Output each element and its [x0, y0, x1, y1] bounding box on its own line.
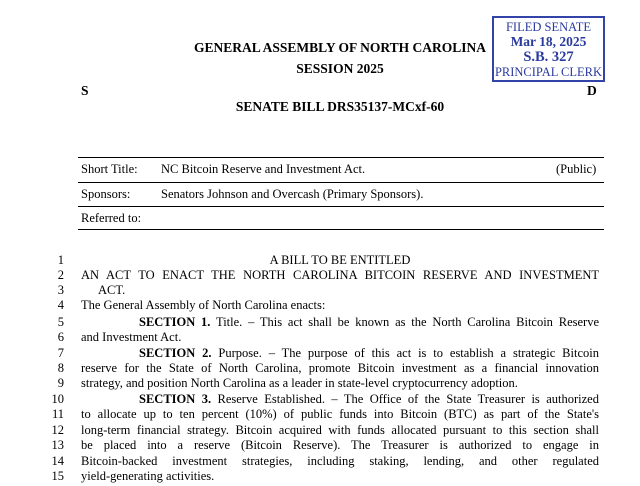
section-heading: SECTION 3.: [139, 392, 212, 406]
section-heading: SECTION 2.: [139, 346, 212, 360]
chamber-letter-left: S: [81, 83, 89, 98]
sponsors-label: Sponsors:: [81, 187, 131, 201]
line-number: 6: [57, 330, 64, 344]
stamp-filed-senate: FILED SENATE: [505, 20, 592, 34]
section-text: Title. – This act shall be known as the North Carolina Bitcoin Reserve: [210, 315, 599, 329]
bill-line: yield-generating activities.: [81, 469, 215, 483]
bill-line: strategy, and position North Carolina as a leader in state-level cryptocurrency adoption.: [81, 376, 518, 390]
bill-line: Bitcoin-backed investment strategies, including staking, lending, and other regulated: [81, 454, 599, 468]
line-number: 15: [51, 469, 64, 483]
line-number: 3: [57, 283, 64, 297]
stamp-principal-clerk: PRINCIPAL CLERK: [494, 65, 603, 79]
section-text: Purpose. – The purpose of this act is to establish a strategic Bitcoin: [211, 346, 599, 360]
bill-line: and Investment Act.: [81, 330, 182, 344]
stamp-date: Mar 18, 2025: [510, 34, 587, 49]
bill-line: be placed into a reserve (Bitcoin Reserve). The Treasurer is authorized to engage in: [81, 438, 599, 452]
table-rule-top: [78, 157, 604, 158]
line-number: 8: [57, 361, 64, 375]
bill-line: ACT.: [98, 283, 126, 297]
bill-line: [139, 315, 599, 330]
line-number: 2: [57, 268, 64, 282]
bill-line: [139, 392, 599, 407]
line-number: 9: [57, 376, 64, 390]
bill-id: SENATE BILL DRS35137-MCxf-60: [235, 99, 445, 114]
line-number: 14: [51, 454, 64, 468]
bill-line: AN ACT TO ENACT THE NORTH CAROLINA BITCOIN RESERVE AND INVESTMENT: [81, 268, 599, 282]
table-rule-2: [78, 182, 604, 183]
bill-line: to allocate up to ten percent (10%) of public funds into Bitcoin (BTC) as part of the State's: [81, 407, 599, 421]
section-text: Reserve Established. – The Office of the State Treasurer is authorized: [211, 392, 599, 406]
chamber-letter-right: D: [587, 83, 597, 98]
line-number: 1: [57, 253, 64, 267]
bill-line: reserve for the State of North Carolina, promote Bitcoin investment as a financial innovation: [81, 361, 599, 375]
bill-line: [139, 346, 599, 361]
line-number: 7: [57, 346, 64, 360]
line-number: 12: [51, 423, 64, 437]
referred-label: Referred to:: [81, 211, 142, 225]
line-number: 4: [57, 298, 64, 312]
line-number: 11: [51, 407, 64, 421]
line-number: 5: [57, 315, 64, 329]
assembly-title: GENERAL ASSEMBLY OF NORTH CAROLINA: [193, 40, 487, 55]
session-title: SESSION 2025: [296, 61, 384, 76]
bill-line: The General Assembly of North Carolina enacts:: [81, 298, 326, 312]
line-number: 13: [51, 438, 64, 452]
section-heading: SECTION 1.: [139, 315, 211, 329]
public-label: (Public): [556, 162, 597, 176]
stamp-bill-number: S.B. 327: [523, 49, 574, 65]
short-title-label: Short Title:: [81, 162, 138, 176]
sponsors-value: Senators Johnson and Overcash (Primary Sponsors).: [161, 187, 424, 201]
bill-line: long-term financial strategy. Bitcoin acquired with funds allocated pursuant to this section shall: [81, 423, 599, 437]
line-number: 10: [51, 392, 64, 406]
short-title-value: NC Bitcoin Reserve and Investment Act.: [161, 162, 366, 176]
bill-heading: A BILL TO BE ENTITLED: [269, 253, 411, 267]
table-rule-3: [78, 206, 604, 207]
table-rule-bottom: [78, 229, 604, 230]
